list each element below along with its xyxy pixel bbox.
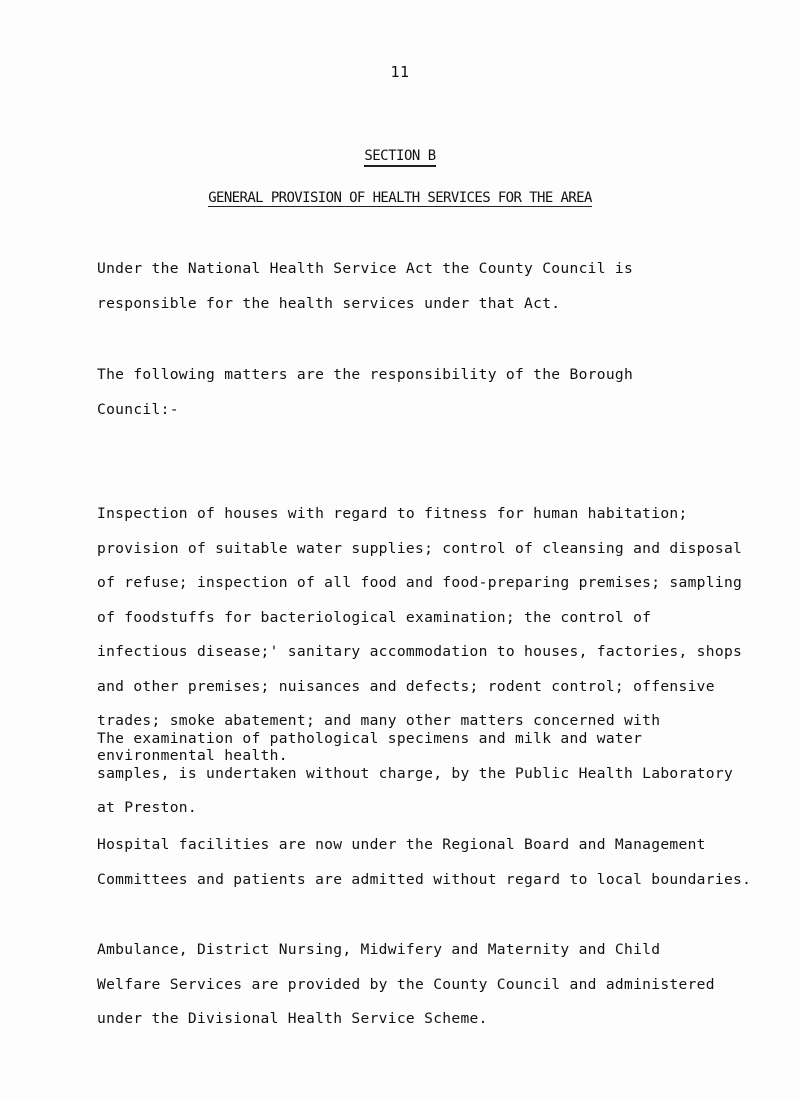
paragraph-line: provision of suitable water supplies; control of cleansing and disposal [97, 539, 743, 557]
paragraph-line: environmental health. [97, 746, 288, 764]
paragraph-line: Under the National Health Service Act the County Council is [97, 260, 634, 277]
paragraph-line: samples, is undertaken without charge, by the Public Health Laboratory [97, 764, 734, 782]
paragraph-line: under the Divisional Health Service Scheme. [97, 1010, 488, 1027]
paragraph-line: The examination of pathological specimens and milk and water [97, 730, 643, 747]
paragraph-line: at Preston. [97, 799, 197, 816]
paragraph-line: Inspection of houses with regard to fitness for human habitation; [97, 505, 688, 522]
section-title-text: SECTION B [364, 148, 435, 167]
paragraph-line: Ambulance, District Nursing, Midwifery and Maternity and Child [97, 941, 661, 958]
paragraph-line: trades; smoke abatement; and many other matters concerned with [97, 712, 661, 729]
paragraph-line: of foodstuffs for bacteriological examination; the control of [97, 608, 652, 626]
paragraph-laboratory [97, 722, 777, 826]
paragraph-borough-council [97, 358, 777, 427]
paragraph-line: of refuse; inspection of all food and food-preparing premises; sampling [97, 574, 743, 591]
paragraph-line: The following matters are the responsibility of the Borough [97, 366, 634, 383]
page-heading [0, 190, 800, 207]
page-number: 11 [390, 63, 410, 81]
paragraph-ambulance [97, 933, 777, 1037]
paragraph-line: Committees and patients are admitted without regard to local boundaries. [97, 870, 752, 888]
paragraph-county-council [97, 252, 777, 321]
paragraph-line: Welfare Services are provided by the County Council and administered [97, 975, 715, 993]
paragraph-line: Council:- [97, 400, 179, 418]
page-heading-text: GENERAL PROVISION OF HEALTH SERVICES FOR THE AREA [208, 190, 592, 206]
section-title [0, 148, 800, 167]
paragraph-line: and other premises; nuisances and defects; rodent control; offensive [97, 677, 715, 695]
paragraph-line: responsible for the health services under that Act. [97, 294, 561, 312]
paragraph-line: infectious disease;' sanitary accommodation to houses, factories, shops [97, 643, 743, 660]
paragraph-line: Hospital facilities are now under the Regional Board and Management [97, 836, 706, 853]
paragraph-hospital [97, 828, 777, 897]
